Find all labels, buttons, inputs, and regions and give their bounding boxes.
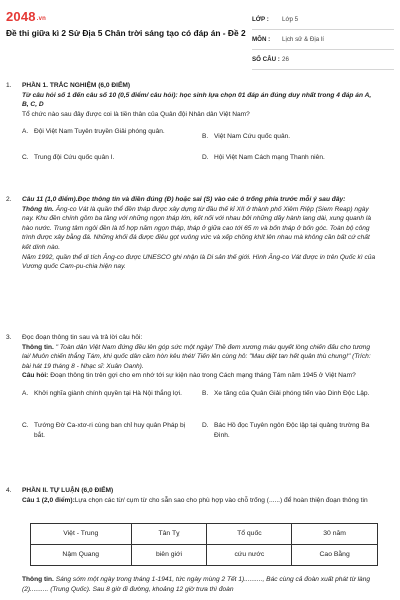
table-cell: 30 năm	[292, 524, 378, 545]
table-cell: cứu nước	[207, 545, 292, 566]
fill-in-paragraph	[22, 575, 378, 594]
info-paragraph	[22, 343, 378, 372]
option-b[interactable]	[202, 132, 372, 142]
option-text: Trung đội Cứu quốc quân I.	[34, 154, 115, 162]
question-3	[6, 333, 378, 449]
meta-value-question-count: 26	[282, 56, 289, 63]
question-2	[6, 195, 378, 272]
table-cell: Cao Bằng	[292, 545, 378, 566]
option-a[interactable]	[22, 127, 182, 137]
info-label: Thông tin.	[22, 576, 54, 583]
option-d[interactable]	[202, 153, 378, 163]
option-c[interactable]	[22, 153, 192, 163]
question-instruction: Từ câu hỏi số 1 đến câu số 10 (0,5 điểm/ câu hỏi): học sinh lựa chọn 01 đáp án đúng duy nhất trong 4 đáp án A, B, C, D	[22, 91, 372, 109]
info-paragraph	[22, 205, 378, 253]
option-text: Khởi nghĩa giành chính quyền tại Hà Nội thắng lợi.	[34, 389, 182, 397]
meta-value-class: Lớp 5	[282, 16, 299, 23]
option-d[interactable]	[202, 421, 377, 440]
page-header	[0, 0, 400, 76]
info-text: Ăng-co Vát là quần thể đền tháp được xây dựng từ đầu thế kỉ XII ở thành phố Xiêm Riệp (Siem Reap) ngày nay. Khu đền chính gồm ba tầng với những ngọn tháp lớn, kết nối với nhau bởi những dãy hành lang dài, xung quanh là hào nước. Trung tâm ngôi đền là tổ hợp năm ngọn tháp, tháp ở giữa cao tới 65 m và bốn tháp ở bốn góc. Toàn bộ công trình được xây bằng đá. Những khối đá được điêu gọt vuông vức và xếp chồng khít lên nhau mà không cần bất cứ chất kết dính nào.	[22, 205, 371, 251]
song-quote: " Toàn dân Việt Nam đứng đều lên góp sức một ngày/ Thề đem xương máu quyết lòng chiến đấu cho tương lai/ Muôn chiến thắng Tám, khi quốc dân cầm hòn kêu thét/ Tiến lên cùng hô: "Mau diệt tan hết quân thù chung!"	[22, 343, 371, 361]
option-text: Tướng Đờ Ca-xtơ-ri cùng ban chỉ huy quân Pháp bị bắt.	[34, 421, 186, 439]
option-letter: A.	[22, 128, 29, 136]
meta-row-subject	[252, 30, 394, 50]
question-number: 1.	[6, 82, 12, 89]
option-letter: B.	[202, 389, 209, 397]
option-letter: B.	[202, 133, 209, 141]
question-1	[6, 81, 378, 165]
info-text: Sáng sớm một ngày trong tháng 1-1941, tức ngày mùng 2 Tết 1).........., Bác cùng cả đoàn xuất phát từ làng (2).......... (Trung Quốc). Sau 8 giờ đi đường, khoảng 12 giờ trưa thì đoàn	[22, 576, 371, 593]
table-row	[31, 524, 378, 545]
meta-label: LỚP :	[252, 16, 269, 23]
question-4	[6, 486, 378, 505]
meta-label: SỐ CÂU :	[252, 56, 280, 63]
info-paragraph	[22, 575, 378, 594]
site-logo[interactable]: 2048.vn	[6, 9, 47, 24]
option-b[interactable]	[202, 389, 377, 399]
question-label: Câu hỏi:	[22, 372, 49, 380]
meta-row-question-count	[252, 50, 394, 70]
table-cell: Tổ quốc	[207, 524, 292, 545]
question-text	[22, 371, 378, 381]
option-text: Xe tăng của Quân Giải phóng tiến vào Dinh Độc Lập.	[214, 389, 370, 397]
option-letter: C.	[22, 421, 29, 429]
meta-info-panel	[252, 10, 394, 70]
question-number: 4.	[6, 487, 12, 494]
question-text	[22, 496, 378, 506]
option-letter: A.	[22, 389, 29, 397]
quote-source: (Trích: bài hát 19 tháng 8 - Nhạc sĩ: Xuân Oanh).	[22, 353, 371, 370]
option-letter: C.	[22, 154, 29, 162]
option-text: Đội Việt Nam Tuyên truyền Giải phóng quân.	[34, 128, 165, 136]
meta-value-subject: Lịch sử & Địa lí	[282, 36, 324, 43]
question-heading: Câu 11 (1,0 điểm).Đọc thông tin và điền đúng (Đ) hoặc sai (S) vào các ô trống phía trước mỗi ý sau đây:	[22, 196, 346, 203]
option-text: Bác Hồ đọc Tuyên ngôn Độc lập tại quảng trường Ba Đình.	[214, 421, 370, 439]
option-text: Hội Việt Nam Cách mạng Thanh niên.	[214, 154, 325, 162]
section-heading: PHẦN II. TỰ LUẬN (6,0 ĐIỂM)	[22, 487, 114, 494]
question-number: 3.	[6, 334, 12, 341]
question-body: Lựa chọn các từ/ cụm từ cho sẵn sao cho phù hợp vào chỗ trống (......) để hoàn thiện đoạn thông tin	[74, 496, 368, 504]
option-letter: D.	[202, 421, 209, 429]
meta-label: MÔN :	[252, 36, 271, 43]
question-text: Tổ chức nào sau đây được coi là tiền thân của Quân đội Nhân dân Việt Nam?	[22, 110, 250, 118]
section-heading: PHẦN 1. TRẮC NGHIỆM (6,0 ĐIỂM)	[22, 82, 131, 89]
table-cell: Việt - Trung	[31, 524, 132, 545]
option-c[interactable]	[22, 421, 187, 440]
question-intro: Đọc đoạn thông tin sau và trả lời câu hỏi:	[22, 334, 143, 341]
table-cell: biên giới	[131, 545, 207, 566]
answer-options	[22, 389, 378, 449]
info-paragraph-2: Năm 1992, quần thể di tích Ăng-co được UNESCO ghi nhận là Di sản thế giới. Hình Ăng-co Vát được in trên Quốc kì của Vương quốc Cam-pu-chia hiện nay.	[22, 253, 376, 271]
option-letter: D.	[202, 154, 209, 162]
info-label: Thông tin.	[22, 343, 54, 351]
word-bank-table	[30, 523, 378, 566]
question-body: Đoạn thông tin trên gợi cho em nhớ tới sự kiện nào trong Cách mạng tháng Tám năm 1945 ở Việt Nam?	[48, 372, 356, 380]
option-text: Việt Nam Cứu quốc quân.	[214, 133, 291, 141]
table-cell: Tân Tỵ	[131, 524, 207, 545]
document-title: Đề thi giữa kì 2 Sử Địa 5 Chân trời sáng tạo có đáp án - Đề 2	[6, 28, 246, 38]
question-label: Câu 1 (2,0 điểm):	[22, 496, 75, 504]
table-row	[31, 545, 378, 566]
question-number: 2.	[6, 196, 12, 203]
table-cell: Nậm Quang	[31, 545, 132, 566]
option-a[interactable]	[22, 389, 187, 399]
meta-row-class	[252, 10, 394, 30]
info-label: Thông tin.	[22, 205, 54, 213]
answer-options	[22, 125, 378, 165]
